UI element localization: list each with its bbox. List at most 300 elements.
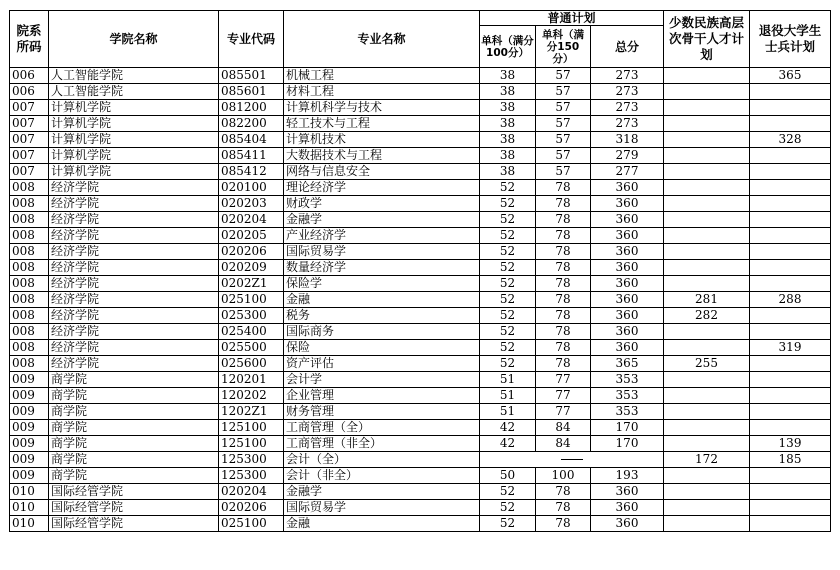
dept-code-cell: 007 bbox=[10, 116, 49, 132]
table-row bbox=[10, 324, 831, 340]
single-100-cell: 52 bbox=[480, 212, 536, 228]
single-150-cell: 78 bbox=[536, 276, 591, 292]
single-100-cell: 38 bbox=[480, 100, 536, 116]
veteran-plan-cell bbox=[750, 324, 831, 340]
table-row bbox=[10, 420, 831, 436]
veteran-plan-cell bbox=[750, 180, 831, 196]
single-100-cell: 52 bbox=[480, 356, 536, 372]
header-dept-code: 院系所码 bbox=[10, 11, 49, 68]
single-100-cell: 52 bbox=[480, 228, 536, 244]
minority-plan-cell bbox=[664, 436, 750, 452]
header-major-name: 专业名称 bbox=[284, 11, 480, 68]
single-100-cell: 52 bbox=[480, 308, 536, 324]
college-cell: 国际经管学院 bbox=[49, 500, 219, 516]
college-cell: 经济学院 bbox=[49, 356, 219, 372]
single-150-cell: 57 bbox=[536, 132, 591, 148]
college-cell: 经济学院 bbox=[49, 276, 219, 292]
minority-plan-cell bbox=[664, 340, 750, 356]
total-cell: 360 bbox=[591, 324, 664, 340]
single-150-cell: 78 bbox=[536, 356, 591, 372]
major-code-cell: 0202Z1 bbox=[219, 276, 284, 292]
major-name-cell: 税务 bbox=[284, 308, 480, 324]
single-100-cell: 42 bbox=[480, 436, 536, 452]
college-cell: 经济学院 bbox=[49, 308, 219, 324]
minority-plan-cell bbox=[664, 228, 750, 244]
header-major-code: 专业代码 bbox=[219, 11, 284, 68]
table-row bbox=[10, 516, 831, 532]
dept-code-cell: 010 bbox=[10, 484, 49, 500]
header-college: 学院名称 bbox=[49, 11, 219, 68]
score-table bbox=[9, 10, 831, 532]
dept-code-cell: 009 bbox=[10, 468, 49, 484]
major-name-cell: 保险 bbox=[284, 340, 480, 356]
table-row bbox=[10, 292, 831, 308]
single-100-cell: 52 bbox=[480, 276, 536, 292]
single-150-cell: 78 bbox=[536, 308, 591, 324]
header-single-100: 单科（满分100分） bbox=[480, 26, 536, 68]
major-code-cell: 025400 bbox=[219, 324, 284, 340]
major-name-cell: 轻工技术与工程 bbox=[284, 116, 480, 132]
veteran-plan-cell: 185 bbox=[750, 452, 831, 468]
single-150-cell: 77 bbox=[536, 404, 591, 420]
single-150-cell: 57 bbox=[536, 148, 591, 164]
single-100-cell: 38 bbox=[480, 132, 536, 148]
college-cell: 计算机学院 bbox=[49, 132, 219, 148]
major-name-cell: 财政学 bbox=[284, 196, 480, 212]
total-cell: 318 bbox=[591, 132, 664, 148]
veteran-plan-cell bbox=[750, 228, 831, 244]
table-row bbox=[10, 164, 831, 180]
minority-plan-cell bbox=[664, 244, 750, 260]
major-name-cell: 资产评估 bbox=[284, 356, 480, 372]
table-row bbox=[10, 244, 831, 260]
table-row bbox=[10, 180, 831, 196]
single-100-cell: 52 bbox=[480, 516, 536, 532]
major-code-cell: 025100 bbox=[219, 516, 284, 532]
table-row bbox=[10, 276, 831, 292]
single-150-cell: 78 bbox=[536, 516, 591, 532]
total-cell: 365 bbox=[591, 356, 664, 372]
minority-plan-cell bbox=[664, 212, 750, 228]
minority-plan-cell bbox=[664, 324, 750, 340]
dept-code-cell: 008 bbox=[10, 212, 49, 228]
header-veteran-plan: 退役大学生士兵计划 bbox=[750, 11, 831, 68]
dept-code-cell: 008 bbox=[10, 340, 49, 356]
minority-plan-cell bbox=[664, 260, 750, 276]
major-code-cell: 025300 bbox=[219, 308, 284, 324]
minority-plan-cell bbox=[664, 132, 750, 148]
single-150-cell: 78 bbox=[536, 484, 591, 500]
college-cell: 经济学院 bbox=[49, 324, 219, 340]
veteran-plan-cell bbox=[750, 484, 831, 500]
major-name-cell: 会计学 bbox=[284, 372, 480, 388]
veteran-plan-cell bbox=[750, 468, 831, 484]
college-cell: 商学院 bbox=[49, 452, 219, 468]
major-code-cell: 085412 bbox=[219, 164, 284, 180]
college-cell: 经济学院 bbox=[49, 244, 219, 260]
minority-plan-cell bbox=[664, 516, 750, 532]
veteran-plan-cell bbox=[750, 356, 831, 372]
major-code-cell: 020204 bbox=[219, 484, 284, 500]
single-150-cell: 78 bbox=[536, 324, 591, 340]
single-100-cell: 38 bbox=[480, 84, 536, 100]
dept-code-cell: 007 bbox=[10, 148, 49, 164]
major-code-cell: 082200 bbox=[219, 116, 284, 132]
dept-code-cell: 006 bbox=[10, 84, 49, 100]
dept-code-cell: 007 bbox=[10, 132, 49, 148]
veteran-plan-cell: 288 bbox=[750, 292, 831, 308]
major-code-cell: 120201 bbox=[219, 372, 284, 388]
dept-code-cell: 010 bbox=[10, 500, 49, 516]
dept-code-cell: 008 bbox=[10, 260, 49, 276]
minority-plan-cell bbox=[664, 372, 750, 388]
minority-plan-cell bbox=[664, 484, 750, 500]
single-100-cell: 52 bbox=[480, 260, 536, 276]
veteran-plan-cell: 139 bbox=[750, 436, 831, 452]
college-cell: 计算机学院 bbox=[49, 164, 219, 180]
college-cell: 人工智能学院 bbox=[49, 68, 219, 84]
major-code-cell: 020209 bbox=[219, 260, 284, 276]
college-cell: 经济学院 bbox=[49, 292, 219, 308]
veteran-plan-cell bbox=[750, 100, 831, 116]
total-cell: 360 bbox=[591, 180, 664, 196]
college-cell: 计算机学院 bbox=[49, 100, 219, 116]
minority-plan-cell bbox=[664, 164, 750, 180]
table-row bbox=[10, 132, 831, 148]
single-100-cell: 50 bbox=[480, 468, 536, 484]
single-100-cell: 52 bbox=[480, 484, 536, 500]
table-row bbox=[10, 436, 831, 452]
major-name-cell: 计算机技术 bbox=[284, 132, 480, 148]
dept-code-cell: 008 bbox=[10, 324, 49, 340]
veteran-plan-cell bbox=[750, 164, 831, 180]
major-code-cell: 020204 bbox=[219, 212, 284, 228]
single-150-cell: 77 bbox=[536, 372, 591, 388]
dept-code-cell: 009 bbox=[10, 436, 49, 452]
veteran-plan-cell bbox=[750, 372, 831, 388]
single-150-cell: 78 bbox=[536, 292, 591, 308]
major-name-cell: 网络与信息安全 bbox=[284, 164, 480, 180]
major-name-cell: 材料工程 bbox=[284, 84, 480, 100]
total-cell: 360 bbox=[591, 500, 664, 516]
major-name-cell: 大数据技术与工程 bbox=[284, 148, 480, 164]
veteran-plan-cell bbox=[750, 404, 831, 420]
college-cell: 经济学院 bbox=[49, 196, 219, 212]
single-100-cell: 52 bbox=[480, 500, 536, 516]
dept-code-cell: 008 bbox=[10, 196, 49, 212]
total-cell: 360 bbox=[591, 228, 664, 244]
table-row bbox=[10, 388, 831, 404]
veteran-plan-cell bbox=[750, 244, 831, 260]
total-cell: 360 bbox=[591, 516, 664, 532]
single-150-cell: 57 bbox=[536, 84, 591, 100]
minority-plan-cell bbox=[664, 68, 750, 84]
college-cell: 计算机学院 bbox=[49, 148, 219, 164]
table-header bbox=[10, 11, 831, 68]
single-100-cell: 51 bbox=[480, 404, 536, 420]
major-name-cell: 国际商务 bbox=[284, 324, 480, 340]
single-150-cell: 78 bbox=[536, 260, 591, 276]
dept-code-cell: 008 bbox=[10, 356, 49, 372]
minority-plan-cell bbox=[664, 420, 750, 436]
dept-code-cell: 008 bbox=[10, 228, 49, 244]
major-name-cell: 企业管理 bbox=[284, 388, 480, 404]
single-150-cell: 84 bbox=[536, 420, 591, 436]
total-cell: 353 bbox=[591, 404, 664, 420]
major-code-cell: 025100 bbox=[219, 292, 284, 308]
major-code-cell: 025600 bbox=[219, 356, 284, 372]
table-row bbox=[10, 468, 831, 484]
total-cell: 360 bbox=[591, 196, 664, 212]
major-code-cell: 085601 bbox=[219, 84, 284, 100]
single-150-cell: 57 bbox=[536, 164, 591, 180]
single-150-cell: 78 bbox=[536, 340, 591, 356]
dept-code-cell: 008 bbox=[10, 244, 49, 260]
major-name-cell: 金融学 bbox=[284, 484, 480, 500]
single-100-cell: 38 bbox=[480, 148, 536, 164]
college-cell: 人工智能学院 bbox=[49, 84, 219, 100]
single-100-cell: 52 bbox=[480, 244, 536, 260]
total-cell: 273 bbox=[591, 116, 664, 132]
college-cell: 经济学院 bbox=[49, 228, 219, 244]
single-100-cell: 42 bbox=[480, 420, 536, 436]
college-cell: 国际经管学院 bbox=[49, 484, 219, 500]
total-cell: 277 bbox=[591, 164, 664, 180]
dept-code-cell: 009 bbox=[10, 420, 49, 436]
major-name-cell: 国际贸易学 bbox=[284, 500, 480, 516]
single-100-cell: 38 bbox=[480, 68, 536, 84]
major-code-cell: 020205 bbox=[219, 228, 284, 244]
minority-plan-cell bbox=[664, 180, 750, 196]
dept-code-cell: 010 bbox=[10, 516, 49, 532]
header-general-plan: 普通计划 bbox=[480, 11, 664, 26]
major-code-cell: 020203 bbox=[219, 196, 284, 212]
total-cell: 193 bbox=[591, 468, 664, 484]
major-name-cell: 金融 bbox=[284, 292, 480, 308]
college-cell: 商学院 bbox=[49, 372, 219, 388]
college-cell: 商学院 bbox=[49, 404, 219, 420]
total-cell: 273 bbox=[591, 68, 664, 84]
table-row bbox=[10, 404, 831, 420]
single-150-cell: 77 bbox=[536, 388, 591, 404]
veteran-plan-cell: 328 bbox=[750, 132, 831, 148]
total-cell: 360 bbox=[591, 308, 664, 324]
total-cell: 360 bbox=[591, 212, 664, 228]
major-name-cell: 计算机科学与技术 bbox=[284, 100, 480, 116]
dept-code-cell: 008 bbox=[10, 308, 49, 324]
table-row bbox=[10, 500, 831, 516]
major-code-cell: 125300 bbox=[219, 468, 284, 484]
single-100-cell: 52 bbox=[480, 324, 536, 340]
table-row bbox=[10, 452, 831, 468]
veteran-plan-cell bbox=[750, 116, 831, 132]
major-name-cell: 工商管理（全） bbox=[284, 420, 480, 436]
total-cell: 360 bbox=[591, 340, 664, 356]
table-row bbox=[10, 484, 831, 500]
minority-plan-cell bbox=[664, 276, 750, 292]
dept-code-cell: 009 bbox=[10, 388, 49, 404]
major-code-cell: 085501 bbox=[219, 68, 284, 84]
dept-code-cell: 008 bbox=[10, 276, 49, 292]
total-cell: 360 bbox=[591, 484, 664, 500]
total-cell: 279 bbox=[591, 148, 664, 164]
total-cell: 360 bbox=[591, 292, 664, 308]
veteran-plan-cell bbox=[750, 84, 831, 100]
single-100-cell: 52 bbox=[480, 180, 536, 196]
major-code-cell: 085411 bbox=[219, 148, 284, 164]
minority-plan-cell: 172 bbox=[664, 452, 750, 468]
minority-plan-cell bbox=[664, 196, 750, 212]
total-cell: 170 bbox=[591, 436, 664, 452]
college-cell: 经济学院 bbox=[49, 340, 219, 356]
single-150-cell: 78 bbox=[536, 212, 591, 228]
table-row bbox=[10, 68, 831, 84]
major-code-cell: 125100 bbox=[219, 436, 284, 452]
header-total: 总分 bbox=[591, 26, 664, 68]
single-150-cell: 78 bbox=[536, 180, 591, 196]
college-cell: 商学院 bbox=[49, 420, 219, 436]
veteran-plan-cell: 365 bbox=[750, 68, 831, 84]
major-name-cell: 会计（非全） bbox=[284, 468, 480, 484]
dept-code-cell: 006 bbox=[10, 68, 49, 84]
major-name-cell: 财务管理 bbox=[284, 404, 480, 420]
major-code-cell: 120202 bbox=[219, 388, 284, 404]
total-cell: 273 bbox=[591, 84, 664, 100]
total-cell: 273 bbox=[591, 100, 664, 116]
table-row bbox=[10, 100, 831, 116]
dept-code-cell: 009 bbox=[10, 372, 49, 388]
veteran-plan-cell bbox=[750, 308, 831, 324]
college-cell: 经济学院 bbox=[49, 180, 219, 196]
major-code-cell: 125100 bbox=[219, 420, 284, 436]
veteran-plan-cell bbox=[750, 388, 831, 404]
single-150-cell: 78 bbox=[536, 228, 591, 244]
table-row bbox=[10, 228, 831, 244]
major-name-cell: 数量经济学 bbox=[284, 260, 480, 276]
single-100-cell: 51 bbox=[480, 372, 536, 388]
minority-plan-cell bbox=[664, 84, 750, 100]
dept-code-cell: 007 bbox=[10, 164, 49, 180]
major-code-cell: 025500 bbox=[219, 340, 284, 356]
total-cell: 353 bbox=[591, 388, 664, 404]
college-cell: 计算机学院 bbox=[49, 116, 219, 132]
major-code-cell: 020206 bbox=[219, 500, 284, 516]
minority-plan-cell bbox=[664, 500, 750, 516]
major-name-cell: 理论经济学 bbox=[284, 180, 480, 196]
veteran-plan-cell bbox=[750, 148, 831, 164]
single-150-cell: 57 bbox=[536, 68, 591, 84]
dept-code-cell: 009 bbox=[10, 452, 49, 468]
veteran-plan-cell bbox=[750, 196, 831, 212]
single-100-cell: 38 bbox=[480, 164, 536, 180]
major-code-cell: 125300 bbox=[219, 452, 284, 468]
single-150-cell: 78 bbox=[536, 500, 591, 516]
single-150-cell: 84 bbox=[536, 436, 591, 452]
minority-plan-cell bbox=[664, 148, 750, 164]
major-name-cell: 会计（全） bbox=[284, 452, 480, 468]
college-cell: 国际经管学院 bbox=[49, 516, 219, 532]
no-plan-dash bbox=[480, 452, 664, 468]
major-code-cell: 1202Z1 bbox=[219, 404, 284, 420]
minority-plan-cell: 281 bbox=[664, 292, 750, 308]
college-cell: 经济学院 bbox=[49, 212, 219, 228]
table-body bbox=[10, 68, 831, 532]
major-name-cell: 金融 bbox=[284, 516, 480, 532]
college-cell: 经济学院 bbox=[49, 260, 219, 276]
college-cell: 商学院 bbox=[49, 468, 219, 484]
dept-code-cell: 009 bbox=[10, 404, 49, 420]
major-name-cell: 工商管理（非全） bbox=[284, 436, 480, 452]
minority-plan-cell bbox=[664, 468, 750, 484]
single-150-cell: 57 bbox=[536, 116, 591, 132]
header-single-150: 单科（满分150分） bbox=[536, 26, 591, 68]
minority-plan-cell: 282 bbox=[664, 308, 750, 324]
college-cell: 商学院 bbox=[49, 388, 219, 404]
dept-code-cell: 008 bbox=[10, 292, 49, 308]
single-150-cell: 78 bbox=[536, 244, 591, 260]
dept-code-cell: 007 bbox=[10, 100, 49, 116]
table-row bbox=[10, 260, 831, 276]
total-cell: 170 bbox=[591, 420, 664, 436]
table-row bbox=[10, 308, 831, 324]
table-row bbox=[10, 372, 831, 388]
table-row bbox=[10, 84, 831, 100]
table-row bbox=[10, 196, 831, 212]
major-name-cell: 国际贸易学 bbox=[284, 244, 480, 260]
veteran-plan-cell bbox=[750, 500, 831, 516]
veteran-plan-cell bbox=[750, 212, 831, 228]
total-cell: 360 bbox=[591, 276, 664, 292]
major-name-cell: 产业经济学 bbox=[284, 228, 480, 244]
single-150-cell: 78 bbox=[536, 196, 591, 212]
minority-plan-cell bbox=[664, 388, 750, 404]
table-row bbox=[10, 148, 831, 164]
major-code-cell: 020100 bbox=[219, 180, 284, 196]
veteran-plan-cell bbox=[750, 276, 831, 292]
minority-plan-cell bbox=[664, 404, 750, 420]
veteran-plan-cell bbox=[750, 516, 831, 532]
single-150-cell: 57 bbox=[536, 100, 591, 116]
college-cell: 商学院 bbox=[49, 436, 219, 452]
single-100-cell: 52 bbox=[480, 292, 536, 308]
single-150-cell: 100 bbox=[536, 468, 591, 484]
total-cell: 360 bbox=[591, 260, 664, 276]
minority-plan-cell bbox=[664, 116, 750, 132]
minority-plan-cell bbox=[664, 100, 750, 116]
header-minority-plan: 少数民族高层次骨干人才计划 bbox=[664, 11, 750, 68]
major-code-cell: 020206 bbox=[219, 244, 284, 260]
veteran-plan-cell bbox=[750, 420, 831, 436]
single-100-cell: 52 bbox=[480, 340, 536, 356]
total-cell: 353 bbox=[591, 372, 664, 388]
single-100-cell: 51 bbox=[480, 388, 536, 404]
table-row bbox=[10, 340, 831, 356]
table-row bbox=[10, 116, 831, 132]
veteran-plan-cell: 319 bbox=[750, 340, 831, 356]
veteran-plan-cell bbox=[750, 260, 831, 276]
major-code-cell: 085404 bbox=[219, 132, 284, 148]
major-name-cell: 金融学 bbox=[284, 212, 480, 228]
table-row bbox=[10, 212, 831, 228]
dept-code-cell: 008 bbox=[10, 180, 49, 196]
table-row bbox=[10, 356, 831, 372]
minority-plan-cell: 255 bbox=[664, 356, 750, 372]
major-name-cell: 保险学 bbox=[284, 276, 480, 292]
total-cell: 360 bbox=[591, 244, 664, 260]
major-name-cell: 机械工程 bbox=[284, 68, 480, 84]
major-code-cell: 081200 bbox=[219, 100, 284, 116]
single-100-cell: 52 bbox=[480, 196, 536, 212]
